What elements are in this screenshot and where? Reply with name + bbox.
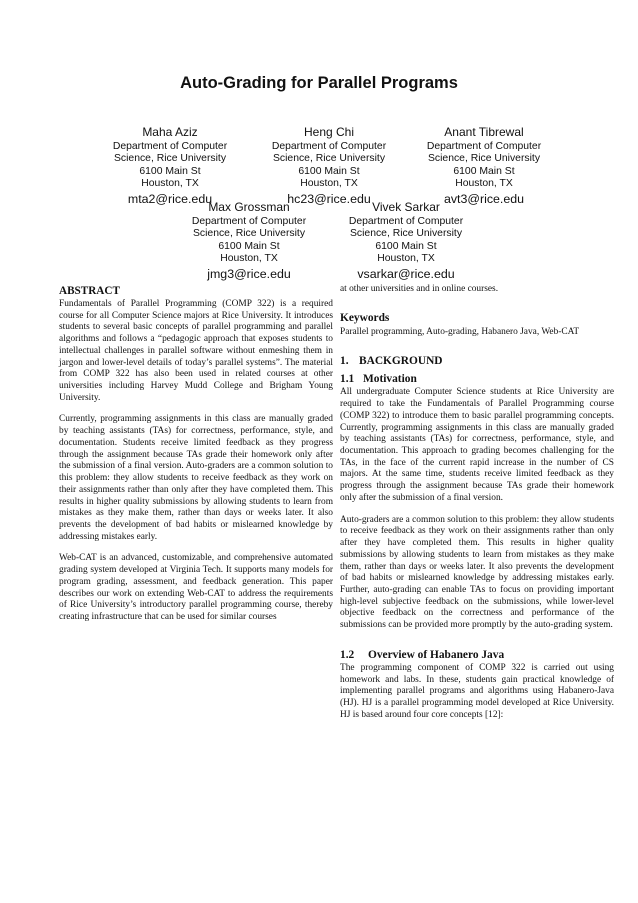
author-affiliation: Department of Computer (426, 141, 542, 152)
author-block-3 (399, 124, 569, 207)
author-email: hc23@rice.edu (287, 191, 371, 206)
author-affiliation: Department of Computer (191, 216, 307, 227)
author-name: Heng Chi (303, 125, 355, 139)
author-city: Houston, TX (377, 253, 435, 265)
author-email: mta2@rice.edu (127, 191, 213, 206)
abstract-paragraph: Web-CAT is an advanced, customizable, and comprehensive automated grading system developed at Virginia Tech. It supports many models for program grading, assessment, and feedback generation. This paper describes our work on extending Web-CAT to address the requirements of Rice University’s introductory parallel programming course, thereby creating infrastructure that can be used for similar courses (59, 553, 333, 622)
author-affiliation: Science, Rice University (349, 228, 463, 240)
author-city: Houston, TX (141, 178, 199, 190)
author-name: Vivek Sarkar (372, 200, 440, 214)
subsection-heading-motivation (340, 372, 614, 386)
abstract-paragraph: Fundamentals of Parallel Programming (COMP 322) is a required course for all Computer Science majors at Rice University. It introduces students to several basic concepts of parallel programming and parallel algorithms and follows a “pedagogic approach that exposes students to intellectual challenges in parallel software without enmeshing them in jargon and lower-level details of today’s parallel systems”. The material from COMP 322 has also been used in related courses at other universities including Harvey Mudd College and Brigham Young University. (59, 299, 333, 403)
author-address: 6100 Main St (218, 240, 280, 252)
author-name: Max Grossman (208, 200, 290, 214)
subsection-number: 1.2 (340, 648, 355, 661)
author-address: 6100 Main St (375, 240, 437, 252)
body-paragraph: Auto-graders are a common solution to this problem: they allow students to receive feedback as they work on their assignments rather than only after they have completed them. This results in higher quality submissions by allowing students to learn from mistakes as they make them, rather than days or weeks later. It also prevents the development of bad habits or mislearned knowledge by addressing mistakes early. Further, auto-grading can enable TAs to focus on providing important high-level subjective feedback on the submissions, while lower-level objective feedback on the correctness and performance of the submissions can be provided more promptly by the auto-grading system. (340, 514, 614, 631)
author-block-1 (85, 124, 255, 207)
author-affiliation: Department of Computer (271, 141, 387, 152)
right-column (340, 284, 614, 731)
author-affiliation: Department of Computer (348, 216, 464, 227)
author-city: Houston, TX (300, 178, 358, 190)
author-block-5 (321, 199, 491, 282)
author-affiliation: Science, Rice University (192, 228, 306, 240)
paper-title: Auto-Grading for Parallel Programs (180, 74, 458, 92)
author-affiliation: Science, Rice University (113, 153, 227, 165)
author-affiliation: Science, Rice University (427, 153, 541, 165)
subsection-title: Overview of Habanero Java (368, 648, 505, 661)
author-email: vsarkar@rice.edu (357, 266, 455, 281)
author-email: avt3@rice.edu (443, 191, 525, 206)
left-column (59, 284, 333, 634)
author-affiliation: Science, Rice University (272, 153, 386, 165)
keywords-heading: Keywords (340, 311, 390, 324)
subsection-heading-habanero (340, 648, 614, 662)
author-name: Anant Tibrewal (444, 125, 524, 139)
section-title: BACKGROUND (359, 355, 443, 368)
author-block-2 (244, 124, 414, 207)
subsection-number: 1.1 (340, 373, 355, 386)
abstract-heading: ABSTRACT (59, 285, 120, 297)
author-address: 6100 Main St (139, 165, 201, 177)
author-block-4 (164, 199, 334, 282)
body-paragraph: The programming component of COMP 322 is carried out using homework and labs. In these, students gain practical knowledge of implementing parallel programs and algorithms using Habanero-Java (HJ). HJ is a parallel programming model developed at Rice University. HJ is based around four core concepts [12]: (340, 662, 614, 720)
author-address: 6100 Main St (298, 165, 360, 177)
author-name: Maha Aziz (142, 125, 198, 139)
section-heading-background (340, 354, 614, 368)
author-city: Houston, TX (220, 253, 278, 265)
body-paragraph: All undergraduate Computer Science students at Rice University are required to take the Fundamentals of Parallel Programming course (COMP 322) to introduce them to basic parallel programming concepts. Currently, programming assignments in this class are manually graded by teaching assistants (TAs) for correctness, performance, style, and documentation. This approach to grading becomes challenging for the TAs, in the face of the current rapid increase in the number of CS majors. At the same time, students receive limited feedback as they progress through the assignment because TAs grade their homework only after the submission of a final version. (340, 387, 614, 503)
abstract-continuation: at other universities and in online courses. (340, 284, 499, 294)
author-affiliation: Department of Computer (112, 141, 228, 152)
author-address: 6100 Main St (453, 165, 515, 177)
author-city: Houston, TX (455, 178, 513, 190)
subsection-title: Motivation (363, 373, 417, 386)
author-email: jmg3@rice.edu (207, 266, 291, 281)
abstract-paragraph: Currently, programming assignments in this class are manually graded by teaching assistants (TAs) for correctness, performance, style, and documentation. Students receive limited feedback as they progress through the assignment because TAs grade their homework only after the submission of a final version. Auto-graders are a common solution to this problem: they allow students to receive feedback as they work on their assignments rather than only after they have completed them. This results in higher quality submissions by allowing students to learn from mistakes as they make them, rather than days or weeks later. It also prevents the development of bad habits or mislearned knowledge by addressing mistakes early. (59, 414, 333, 542)
keywords-text: Parallel programming, Auto-grading, Habanero Java, Web-CAT (340, 326, 580, 337)
section-number: 1. (340, 355, 349, 368)
